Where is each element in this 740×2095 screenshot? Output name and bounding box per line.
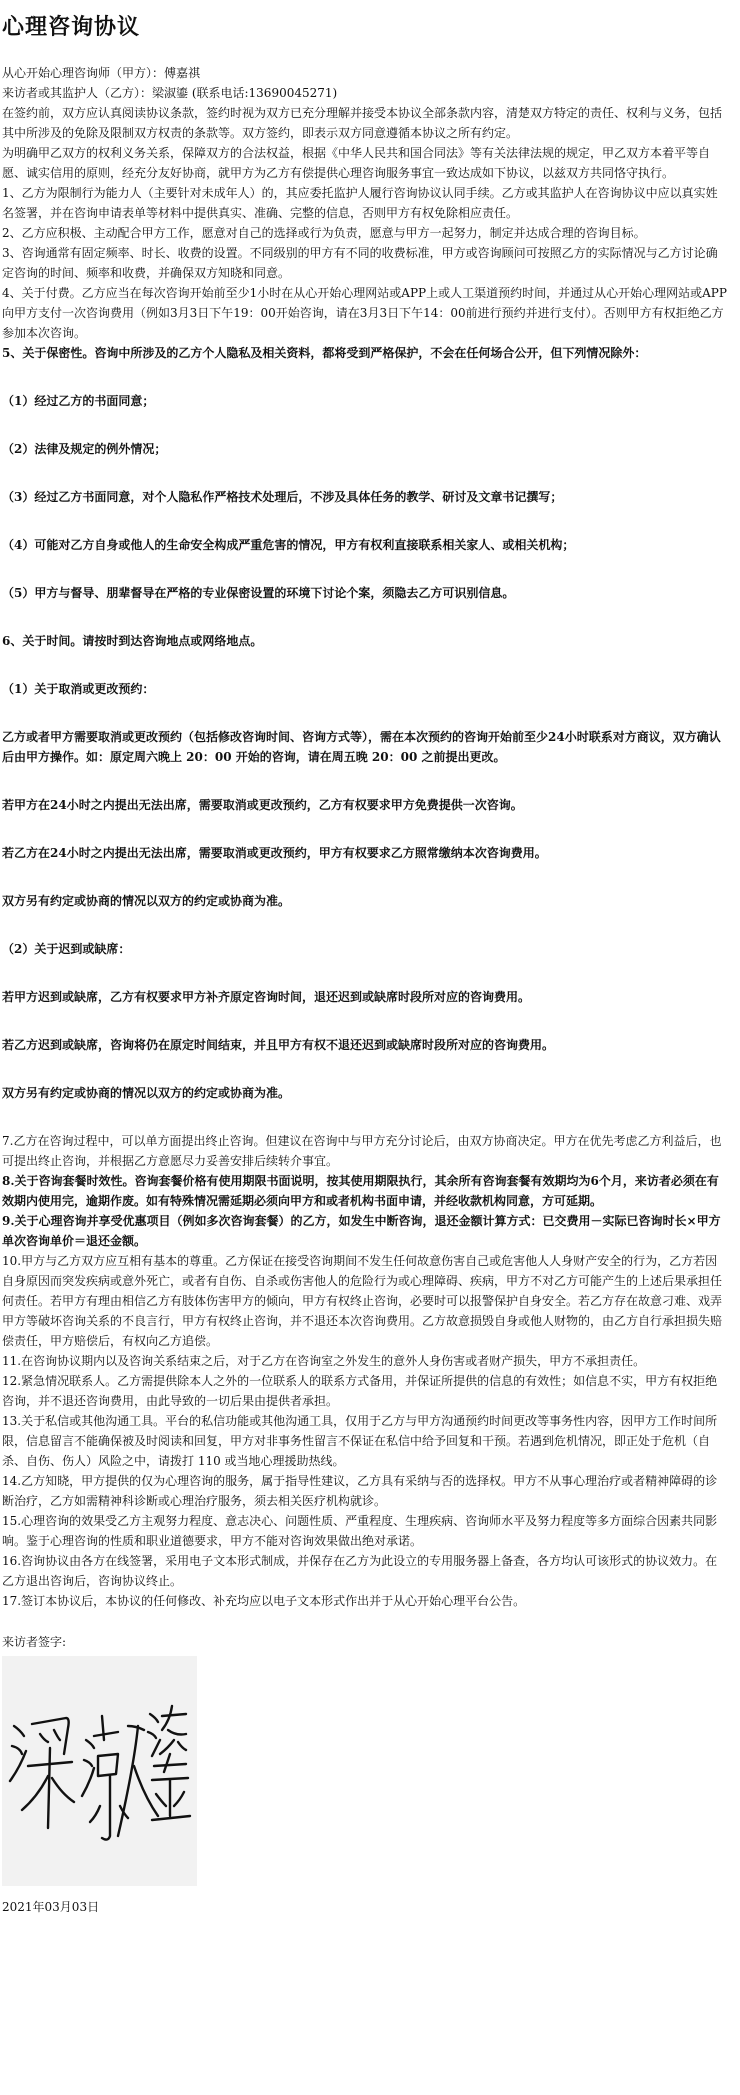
clause-15: 15.心理咨询的效果受乙方主观努力程度、意志决心、问题性质、严重程度、生理疾病、咨询师水平及努力程度等多方面综合因素共同影响。鉴于心理咨询的性质和职业道德要求，甲方不能对咨询效果做出绝对承诺。 — [2, 1514, 718, 1548]
clause-12: 12.紧急情况联系人。乙方需提供除本人之外的一位联系人的联系方式备用，并保证所提供的信息的有效性；如信息不实，甲方有权拒绝咨询，并不退还咨询费用，由此导致的一切后果由提供者承担。 — [2, 1374, 718, 1408]
clause-6-1-text-b: 若甲方在24小时之内提出无法出席，需要取消或更改预约，乙方有权要求甲方免费提供一次咨询。 — [2, 798, 523, 812]
clause-5-item-5: （5）甲方与督导、朋辈督导在严格的专业保密设置的环境下讨论个案，须隐去乙方可识别信息。 — [2, 586, 515, 600]
clause-6-section-1: （1）关于取消或更改预约： — [2, 682, 155, 696]
intro-paragraph-2: 为明确甲乙双方的权利义务关系，保障双方的合法权益，根据《中华人民共和国合同法》等有关法律法规的规定，甲乙双方本着平等自愿、诚实信用的原则，经充分友好协商，就甲方为乙方有偿提供心理咨询服务事宜一致达成如下协议，以兹双方共同恪守执行。 — [2, 146, 711, 180]
signature-label: 来访者签字: — [2, 1635, 67, 1649]
clause-16: 16.咨询协议由各方在线签署，采用电子文本形式制成，并保存在乙方为此设立的专用服务器上备查，各方均认可该形式的协议效力。在乙方退出咨询后，咨询协议终止。 — [2, 1554, 718, 1588]
clause-17: 17.签订本协议后，本协议的任何修改、补充均应以电子文本形式作出并于从心开始心理平台公告。 — [2, 1594, 526, 1608]
clause-5-item-3: （3）经过乙方书面同意，对个人隐私作严格技术处理后，不涉及具体任务的教学、研讨及文章书记撰写； — [2, 490, 563, 504]
clause-1: 1、乙方为限制行为能力人（主要针对未成年人）的，其应委托监护人履行咨询协议认同手续。乙方或其监护人在咨询协议中应以真实姓名签署，并在咨询申请表单等材料中提供真实、准确、完整的信息，否则甲方有权免除相应责任。 — [2, 186, 718, 220]
handwritten-signature — [2, 1656, 197, 1886]
clause-7: 7.乙方在咨询过程中，可以单方面提出终止咨询。但建议在咨询中与甲方充分讨论后，由双方协商决定。甲方在优先考虑乙方利益后，也可提出终止咨询，并根据乙方意愿尽力妥善安排后续转介事宜。 — [2, 1134, 722, 1168]
intro-paragraph-1: 在签约前，双方应认真阅读协议条款，签约时视为双方已充分理解并接受本协议全部条款内容，清楚双方特定的责任、权利与义务，包括其中所涉及的免除及限制双方权责的条款等。双方签约，即表示双方同意遵循本协议之所有约定。 — [2, 106, 723, 140]
clause-8: 8.关于咨询套餐时效性。咨询套餐价格有使用期限书面说明，按其使用期限执行，其余所有咨询套餐有效期均为6个月，来访者必须在有效期内使用完，逾期作废。如有特殊情况需延期必须向甲方和或者机构书面申请，并经收款机构同意，方可延期。 — [2, 1174, 719, 1208]
clause-6-1-text-d: 双方另有约定或协商的情况以双方的约定或协商为准。 — [2, 894, 291, 908]
clause-10: 10.甲方与乙方双方应互相有基本的尊重。乙方保证在接受咨询期间不发生任何故意伤害自己或危害他人人身财产安全的行为，乙方若因自身原因而突发疾病或意外死亡，或者有自伤、自杀或伤害他人的危险行为或心理障碍、疾病，甲方不对乙方可能产生的上述后果承担任何责任。若甲方有理由相信乙方有肢体伤害甲方的倾向，甲方有权终止咨询，必要时可以报警保护自身安全。若乙方存在故意刁难、戏弄甲方等破坏咨询关系的不良言行，甲方有权终止咨询，并不退还本次咨询费用。乙方故意损毁自身或他人财物的，由乙方自行承担损失赔偿责任，甲方赔偿后，有权向乙方追偿。 — [2, 1254, 723, 1348]
clause-6: 6、关于时间。请按时到达咨询地点或网络地点。 — [2, 634, 263, 648]
clause-9: 9.关于心理咨询并享受优惠项目（例如多次咨询套餐）的乙方，如发生中断咨询，退还金额计算方式：已交费用－实际已咨询时长×甲方单次咨询单价＝退还金额。 — [2, 1214, 721, 1248]
clause-2: 2、乙方应积极、主动配合甲方工作，愿意对自己的选择或行为负责，愿意与甲方一起努力，制定并达成合理的咨询目标。 — [2, 226, 646, 240]
clause-6-2-text-a: 若甲方迟到或缺席，乙方有权要求甲方补齐原定咨询时间，退还迟到或缺席时段所对应的咨询费用。 — [2, 990, 531, 1004]
party-a-line: 从心开始心理咨询师（甲方）：傅嘉祺 — [2, 66, 201, 80]
clause-14: 14.乙方知晓，甲方提供的仅为心理咨询的服务，属于指导性建议，乙方具有采纳与否的选择权。甲方不从事心理治疗或者精神障碍的诊断治疗，乙方如需精神科诊断或心理治疗服务，须去相关医疗机构就诊。 — [2, 1474, 718, 1508]
clause-6-2-text-c: 双方另有约定或协商的情况以双方的约定或协商为准。 — [2, 1086, 291, 1100]
clause-5: 5、关于保密性。咨询中所涉及的乙方个人隐私及相关资料，都将受到严格保护，不会在任何场合公开，但下列情况除外： — [2, 346, 647, 360]
clause-5-item-1: （1）经过乙方的书面同意； — [2, 394, 155, 408]
clause-13: 13.关于私信或其他沟通工具。平台的私信功能或其他沟通工具，仅用于乙方与甲方沟通预约时间更改等事务性内容，因甲方工作时间所限，信息留言不能确保被及时阅读和回复，甲方对非事务性留言不保证在私信中给予回复和干预。若遇到危机情况，即正处于危机（自杀、自伤、伤人）风险之中，请拨打 110 或当地心理援助热线。 — [2, 1414, 718, 1468]
clause-5-item-4: （4）可能对乙方自身或他人的生命安全构成严重危害的情况，甲方有权利直接联系相关家人、或相关机构； — [2, 538, 575, 552]
clause-6-1-text-a: 乙方或者甲方需要取消或更改预约（包括修改咨询时间、咨询方式等），需在本次预约的咨询开始前至少24小时联系对方商议，双方确认后由甲方操作。如：原定周六晚上 20：00 开始的咨询，请在周五晚 20：00 之前提出更改。 — [2, 730, 721, 764]
clause-4: 4、关于付费。乙方应当在每次咨询开始前至少1小时在从心开始心理网站或APP上或人工渠道预约时间，并通过从心开始心理网站或APP向甲方支付一次咨询费用（例如3月3日下午19：00开始咨询，请在3月3日下午14：00前进行预约并进行支付）。否则甲方有权拒绝乙方参加本次咨询。 — [2, 286, 727, 340]
signature-date: 2021年03月03日 — [2, 1900, 100, 1914]
clause-6-1-text-c: 若乙方在24小时之内提出无法出席，需要取消或更改预约，甲方有权要求乙方照常缴纳本次咨询费用。 — [2, 846, 547, 860]
signature-image — [2, 1656, 197, 1886]
document-title: 心理咨询协议 — [2, 15, 141, 40]
clause-11: 11.在咨询协议期内以及咨询关系结束之后，对于乙方在咨询室之外发生的意外人身伤害或者财产损失，甲方不承担责任。 — [2, 1354, 646, 1368]
clause-3: 3、咨询通常有固定频率、时长、收费的设置。不同级别的甲方有不同的收费标准，甲方或咨询顾问可按照乙方的实际情况与乙方讨论确定咨询的时间、频率和收费，并确保双方知晓和同意。 — [2, 246, 718, 280]
party-b-line: 来访者或其监护人（乙方）：梁淑鎏 (联系电话:13690045271) — [2, 86, 338, 100]
clause-6-section-2: （2）关于迟到或缺席： — [2, 942, 131, 956]
clause-6-2-text-b: 若乙方迟到或缺席，咨询将仍在原定时间结束，并且甲方有权不退还迟到或缺席时段所对应的咨询费用。 — [2, 1038, 555, 1052]
clause-5-item-2: （2）法律及规定的例外情况； — [2, 442, 167, 456]
